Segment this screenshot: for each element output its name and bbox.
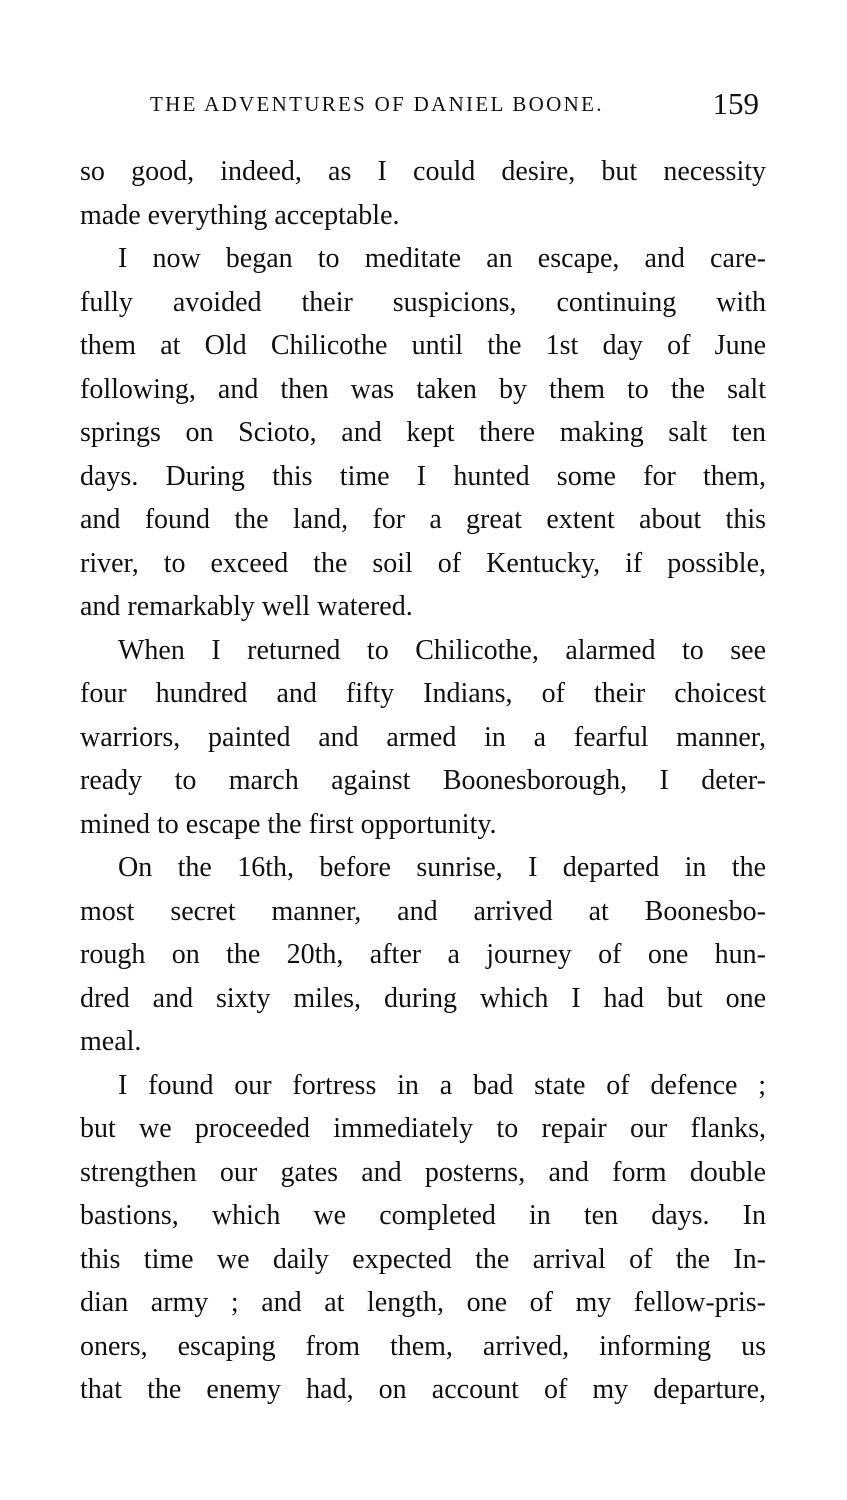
text-line: I now began to meditate an escape, and care- bbox=[118, 243, 766, 274]
text-line: dian army ; and at length, one of my fellow-pris- bbox=[80, 1287, 766, 1318]
text-line: them at Old Chilicothe until the 1st day of June bbox=[80, 330, 766, 361]
text-line: so good, indeed, as I could desire, but necessity bbox=[80, 156, 766, 187]
text-line: made everything acceptable. bbox=[80, 199, 400, 231]
text-line: When I returned to Chilicothe, alarmed to see bbox=[118, 634, 766, 666]
text-line: four hundred and fifty Indians, of their choicest bbox=[80, 678, 766, 709]
page-number: 159 bbox=[712, 86, 759, 121]
text-line: warriors, painted and armed in a fearful manner, bbox=[80, 721, 766, 753]
text-line: mined to escape the first opportunity. bbox=[80, 808, 497, 840]
text-line: following, and then was taken by them to the salt bbox=[80, 373, 766, 405]
text-line: meal. bbox=[80, 1026, 142, 1057]
body-text bbox=[80, 150, 766, 1412]
text-line: river, to exceed the soil of Kentucky, if possible, bbox=[80, 547, 766, 579]
text-line: bastions, which we completed in ten days. In bbox=[80, 1200, 766, 1231]
text-line: oners, escaping from them, arrived, informing us bbox=[80, 1330, 766, 1362]
text-line: ready to march against Boonesborough, I deter- bbox=[80, 765, 766, 796]
text-line: strengthen our gates and posterns, and form double bbox=[80, 1156, 766, 1188]
running-title: THE ADVENTURES OF DANIEL BOONE. bbox=[150, 92, 604, 116]
text-line: and remarkably well watered. bbox=[80, 591, 413, 622]
text-line: and found the land, for a great extent about this bbox=[80, 504, 766, 535]
text-line: On the 16th, before sunrise, I departed in the bbox=[118, 852, 766, 883]
text-line: most secret manner, and arrived at Boonesbo- bbox=[80, 895, 766, 927]
text-line: springs on Scioto, and kept there making salt ten bbox=[80, 417, 766, 448]
text-line: fully avoided their suspicions, continuing with bbox=[80, 286, 766, 318]
running-head bbox=[0, 88, 847, 124]
text-line: but we proceeded immediately to repair our flanks, bbox=[80, 1113, 766, 1144]
text-line: dred and sixty miles, during which I had but one bbox=[80, 982, 766, 1014]
text-line: rough on the 20th, after a journey of one hun- bbox=[80, 939, 766, 970]
text-line: this time we daily expected the arrival of the In- bbox=[80, 1243, 766, 1275]
text-line: that the enemy had, on account of my departure, bbox=[80, 1374, 766, 1405]
text-line: days. During this time I hunted some for them, bbox=[80, 460, 766, 492]
text-line: I found our fortress in a bad state of defence ; bbox=[118, 1069, 766, 1101]
